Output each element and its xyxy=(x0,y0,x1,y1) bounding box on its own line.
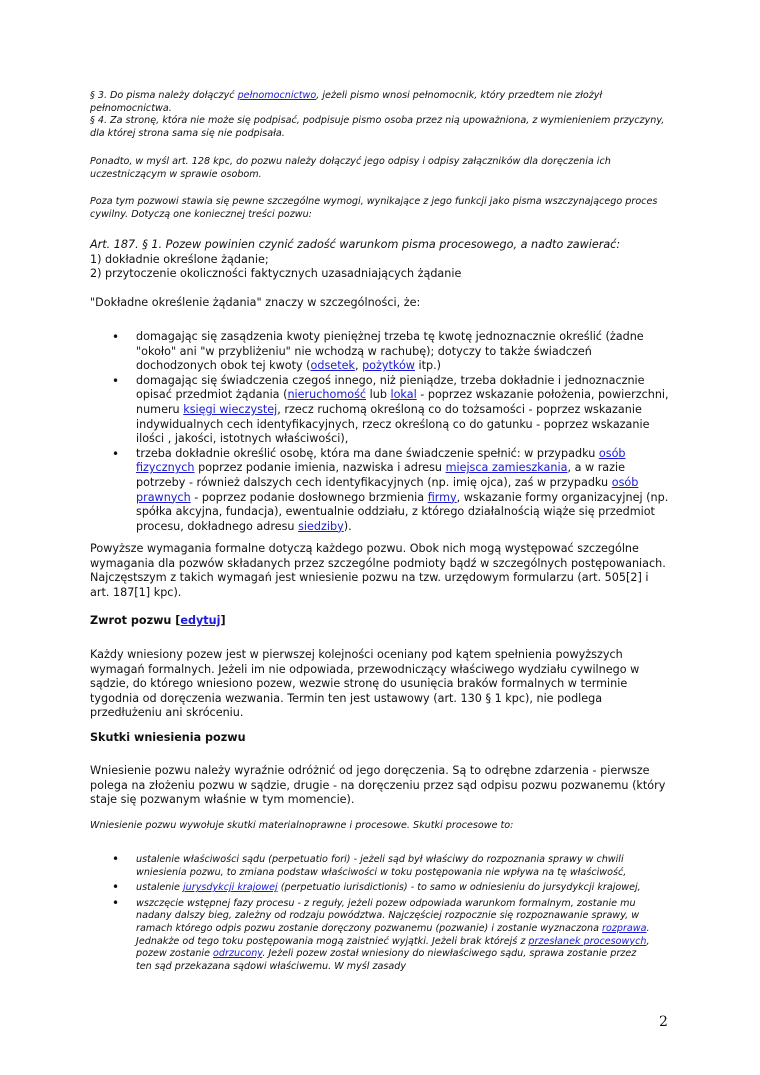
link-firmy[interactable]: firmy xyxy=(427,490,457,504)
requirements-list xyxy=(90,330,670,534)
paragraph-art-128: Ponadto, w myśl art. 128 kpc, do pozwu należy dołączyć jego odpisy i odpisy załączników dla doręczenia ich uczestniczącym w sprawie osobom. xyxy=(90,156,611,180)
list-intro: "Dokładne określenie żądania" znaczy w szczególności, że: xyxy=(90,296,421,309)
list-item: • domagając się świadczenia czegoś innego, niż pieniądze, trzeba dokładnie i jednoznacznie opisać przedmiot żądania (nieruchomość lub lokal - poprzez wskazanie położenia, powierzchni, numeru księgi wieczystej, rzecz ruchomą określoną co do tożsamości - poprzez wskazanie indywidualnych cech identyfikacyjnych, rzecz określoną co do gatunku - poprzez wskazanie ilości , jakości, istotnych właściwości), xyxy=(112,373,669,446)
art-187-quote xyxy=(90,238,670,282)
bullet-icon: • xyxy=(112,373,120,388)
procedural-effects-list xyxy=(90,854,650,976)
link-pelnomocnictwo[interactable]: pełnomocnictwo xyxy=(237,90,317,101)
paragraph-zwrot-pozwu: Każdy wniesiony pozew jest w pierwszej kolejności oceniany pod kątem spełnienia powyższych wymagań formalnych. Jeżeli im nie odpowiada, przewodniczący właściwego wydziału cywilnego w sądzie, do którego wniesiono pozew, wezwie stronę do usunięcia braków formalnych w terminie tygodnia od doręczenia wezwania. Termin ten jest ustawowy (art. 130 § 1 kpc), nie podlega przedłużeniu ani skróceniu. xyxy=(90,648,640,720)
bullet-icon: • xyxy=(112,852,120,866)
heading-zwrot-pozwu: Zwrot pozwu [edytuj] xyxy=(90,614,226,627)
bullet-icon: • xyxy=(112,446,120,461)
link-przeslanek-procesowych[interactable]: przesłanek procesowych xyxy=(528,935,647,947)
bullet-icon: • xyxy=(112,895,120,910)
paragraph-wniesienie: Wniesienie pozwu wywołuje skutki materialnoprawne i procesowe. Skutki procesowe to: xyxy=(90,820,514,831)
paragraph-wymagania-formalne: Powyższe wymagania formalne dotyczą każdego pozwu. Obok nich mogą występować szczególne wymagania dla pozwów składanych przez szczególne podmioty bądź w szczególnych postępowaniach. Najczęstszym z takich wymagań jest wniesienie pozwu na tzw. urzędowym formularzu (art. 505[2] i art. 187[1] kpc). xyxy=(90,542,666,599)
link-siedziby[interactable]: siedziby xyxy=(298,519,344,533)
link-odsetek[interactable]: odsetek xyxy=(310,359,355,373)
bullet-icon: • xyxy=(112,330,120,344)
list-item: • trzeba dokładnie określić osobę, która ma dane świadczenie spełnić: w przypadku osób fizycznych poprzez podanie imienia, nazwiska i adresu miejsca zamieszkania, a w razie potrzeby - również dalszych cech identyfikacyjnych (np. imię ojca), zaś w przypadku osób prawnych - poprzez podanie dosłownego brzmienia firmy, wskazanie formy organizacyjnej (np. spółka akcyjna, fundacja), ewentualnie oddziału, z którego działalnością wiąże się przedmiot procesu, dokładnego adresu siedziby). xyxy=(112,446,669,533)
link-pozytkow[interactable]: pożytków xyxy=(362,359,415,373)
list-item: • ustalenie jurysdykcji krajowej (perpetuatio iurisdictionis) - to samo w odniesieniu do jursydykcji krajowej, xyxy=(112,880,641,895)
page-number: 2 xyxy=(659,1014,668,1030)
link-miejsca-zamieszkania[interactable]: miejsca zamieszkania xyxy=(445,461,568,475)
art-187-item-1: 1) dokładnie określone żądanie; xyxy=(90,252,269,266)
heading-skutki-wniesienia: Skutki wniesienia pozwu xyxy=(90,731,246,744)
edit-link[interactable]: edytuj xyxy=(180,614,221,627)
art-187-item-2: 2) przytoczenie okoliczności faktycznych uzasadniających żądanie xyxy=(90,267,462,281)
link-nieruchomosc[interactable]: nieruchomość xyxy=(287,388,367,402)
paragraph-art-126 xyxy=(90,90,670,140)
link-rozprawa[interactable]: rozprawa xyxy=(602,922,647,934)
paragraph-s4: § 4. Za stronę, która nie może się podpisać, podpisuje pismo osoba przez nią upoważniona, z wymienieniem przyczyny, dla której strona sama się nie podpisała. xyxy=(90,115,665,139)
bullet-icon: • xyxy=(112,880,120,895)
list-item: • wszczęcie wstępnej fazy procesu - z reguły, jeżeli pozew odpowiada warunkom formalnym, zostanie mu nadany dalszy bieg, zależny od rodzaju powództwa. Najczęściej rozpocznie się rozpoznawanie sprawy, w ramach którego odpis pozwu zostanie doręczony pozwanemu (pozwanie) i zostanie wyznaczona rozprawa. Jednakże od tego toku postępowania mogą zaistnieć wyjątki. Jeżeli brak którejś z przesłanek procesowych, pozew zostanie odrzucony. Jeżeli pozew został wniesiony do niewłaściwego sądu, sprawa zostanie przez ten sąd przekazana sądowi właściwemu. W myśl zasady xyxy=(112,895,650,972)
link-jurysdykcji-krajowej[interactable]: jurysdykcji krajowej xyxy=(183,882,278,894)
paragraph-skutki: Wniesienie pozwu należy wyraźnie odróżnić od jego doręczenia. Są to odrębne zdarzenia - pierwsze polega na złożeniu pozwu w sądzie, drugie - na doręczeniu przez sąd odpisu pozwu pozwanemu (który staje się pozwanym właśnie w tym momencie). xyxy=(90,764,666,807)
paragraph-szczegolne-wymogi: Poza tym pozwowi stawia się pewne szczególne wymogi, wynikające z jego funkcji jako pisma wszczynającego proces cywilny. Dotyczą one koniecznej treści pozwu: xyxy=(90,196,658,220)
art-187-line: Art. 187. § 1. Pozew powinien czynić zadość warunkom pisma procesowego, a nadto zawierać: xyxy=(90,238,621,251)
link-osob-prawnych[interactable]: osób prawnych xyxy=(136,475,639,504)
link-odrzucony[interactable]: odrzucony xyxy=(213,948,263,960)
list-item: • domagając się zasądzenia kwoty pieniężnej trzeba tę kwotę jednoznacznie określić (żadne "około" ani "w przybliżeniu" nie wchodzą w rachubę); dotyczy to także świadczeń dochodzonych obok tej kwoty (odsetek, pożytków itp.) xyxy=(112,330,644,373)
list-item: • ustalenie właściwości sądu (perpetuatio fori) - jeżeli sąd był właściwy do rozpoznania sprawy w chwili wniesienia pozwu, to zmiana podstaw właściwości w toku postępowania nie wpływa na tę właściwość, xyxy=(112,852,627,878)
paragraph-s3: § 3. Do pisma należy dołączyć pełnomocnictwo, jeżeli pismo wnosi pełnomocnik, który przedtem nie złożył pełnomocnictwa. xyxy=(90,90,603,114)
link-lokal[interactable]: lokal xyxy=(390,388,417,402)
link-osob-fizycznych[interactable]: osób fizycznych xyxy=(136,446,626,475)
link-ksiegi-wieczystej[interactable]: księgi wieczystej xyxy=(183,402,278,416)
